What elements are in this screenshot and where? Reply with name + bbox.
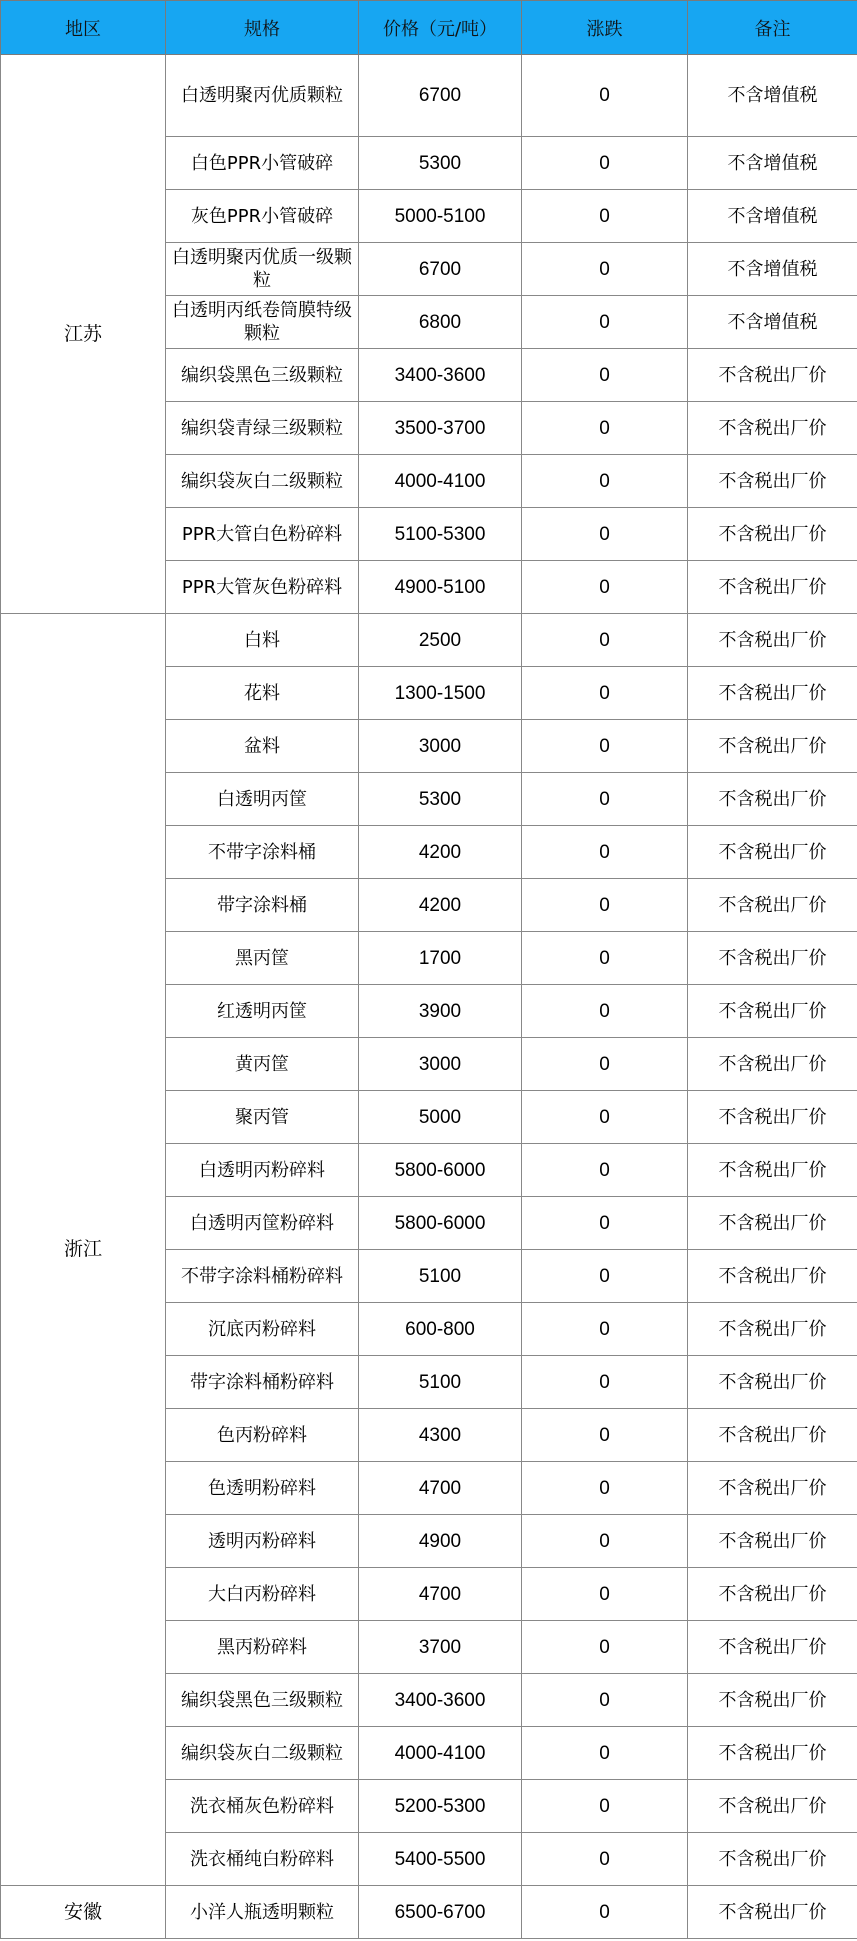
note-cell: 不含税出厂价 xyxy=(688,349,857,402)
change-cell: 0 xyxy=(522,1462,688,1515)
header-spec: 规格 xyxy=(166,1,359,55)
change-cell: 0 xyxy=(522,296,688,349)
note-cell: 不含税出厂价 xyxy=(688,1674,857,1727)
note-cell: 不含增值税 xyxy=(688,296,857,349)
table-row xyxy=(1,1886,857,1939)
spec-cell: 黄丙筐 xyxy=(166,1038,359,1091)
price-cell: 5100 xyxy=(359,1250,522,1303)
price-cell: 6700 xyxy=(359,243,522,296)
price-cell: 5400-5500 xyxy=(359,1833,522,1886)
price-cell: 6500-6700 xyxy=(359,1886,522,1939)
spec-cell: 白透明丙筐 xyxy=(166,773,359,826)
price-cell: 3900 xyxy=(359,985,522,1038)
note-cell: 不含税出厂价 xyxy=(688,1038,857,1091)
change-cell: 0 xyxy=(522,243,688,296)
region-cell: 浙江 xyxy=(1,614,166,1886)
change-cell: 0 xyxy=(522,1568,688,1621)
price-cell: 3400-3600 xyxy=(359,349,522,402)
change-cell: 0 xyxy=(522,1886,688,1939)
change-cell: 0 xyxy=(522,1303,688,1356)
note-cell: 不含税出厂价 xyxy=(688,826,857,879)
change-cell: 0 xyxy=(522,455,688,508)
note-cell: 不含税出厂价 xyxy=(688,879,857,932)
note-cell: 不含税出厂价 xyxy=(688,1568,857,1621)
spec-cell: 花料 xyxy=(166,667,359,720)
spec-cell: 色丙粉碎料 xyxy=(166,1409,359,1462)
price-cell: 4000-4100 xyxy=(359,455,522,508)
change-cell: 0 xyxy=(522,879,688,932)
region-cell: 安徽 xyxy=(1,1886,166,1939)
price-cell: 5000 xyxy=(359,1091,522,1144)
price-cell: 5000-5100 xyxy=(359,190,522,243)
spec-cell: 色透明粉碎料 xyxy=(166,1462,359,1515)
note-cell: 不含税出厂价 xyxy=(688,1515,857,1568)
spec-cell: 编织袋青绿三级颗粒 xyxy=(166,402,359,455)
price-cell: 4900 xyxy=(359,1515,522,1568)
note-cell: 不含税出厂价 xyxy=(688,455,857,508)
price-cell: 5100-5300 xyxy=(359,508,522,561)
price-cell: 6700 xyxy=(359,55,522,137)
spec-cell: 编织袋灰白二级颗粒 xyxy=(166,1727,359,1780)
spec-cell: 白透明丙筐粉碎料 xyxy=(166,1197,359,1250)
change-cell: 0 xyxy=(522,55,688,137)
table-row xyxy=(1,55,857,137)
header-price: 价格（元/吨） xyxy=(359,1,522,55)
change-cell: 0 xyxy=(522,1515,688,1568)
note-cell: 不含增值税 xyxy=(688,137,857,190)
spec-cell: 白色PPR小管破碎 xyxy=(166,137,359,190)
spec-cell: 不带字涂料桶粉碎料 xyxy=(166,1250,359,1303)
price-cell: 4900-5100 xyxy=(359,561,522,614)
spec-cell: 小洋人瓶透明颗粒 xyxy=(166,1886,359,1939)
table-body xyxy=(1,55,857,1939)
note-cell: 不含税出厂价 xyxy=(688,561,857,614)
price-cell: 4300 xyxy=(359,1409,522,1462)
note-cell: 不含税出厂价 xyxy=(688,1462,857,1515)
change-cell: 0 xyxy=(522,561,688,614)
change-cell: 0 xyxy=(522,773,688,826)
header-row xyxy=(1,1,857,55)
change-cell: 0 xyxy=(522,826,688,879)
spec-cell: 红透明丙筐 xyxy=(166,985,359,1038)
change-cell: 0 xyxy=(522,137,688,190)
spec-cell: 洗衣桶灰色粉碎料 xyxy=(166,1780,359,1833)
change-cell: 0 xyxy=(522,985,688,1038)
change-cell: 0 xyxy=(522,720,688,773)
note-cell: 不含税出厂价 xyxy=(688,1886,857,1939)
note-cell: 不含税出厂价 xyxy=(688,667,857,720)
change-cell: 0 xyxy=(522,1780,688,1833)
note-cell: 不含增值税 xyxy=(688,243,857,296)
header-note: 备注 xyxy=(688,1,857,55)
note-cell: 不含税出厂价 xyxy=(688,985,857,1038)
spec-cell: 白透明聚丙优质颗粒 xyxy=(166,55,359,137)
change-cell: 0 xyxy=(522,1621,688,1674)
spec-cell: PPR大管白色粉碎料 xyxy=(166,508,359,561)
change-cell: 0 xyxy=(522,1197,688,1250)
spec-cell: 灰色PPR小管破碎 xyxy=(166,190,359,243)
price-cell: 6800 xyxy=(359,296,522,349)
spec-cell: 黑丙筐 xyxy=(166,932,359,985)
change-cell: 0 xyxy=(522,508,688,561)
spec-cell: 编织袋灰白二级颗粒 xyxy=(166,455,359,508)
spec-cell: 透明丙粉碎料 xyxy=(166,1515,359,1568)
note-cell: 不含税出厂价 xyxy=(688,773,857,826)
spec-cell: 洗衣桶纯白粉碎料 xyxy=(166,1833,359,1886)
spec-cell: 聚丙管 xyxy=(166,1091,359,1144)
spec-cell: 白透明聚丙优质一级颗粒 xyxy=(166,243,359,296)
header-region: 地区 xyxy=(1,1,166,55)
note-cell: 不含税出厂价 xyxy=(688,402,857,455)
spec-cell: 白透明丙粉碎料 xyxy=(166,1144,359,1197)
note-cell: 不含税出厂价 xyxy=(688,1621,857,1674)
note-cell: 不含税出厂价 xyxy=(688,1197,857,1250)
change-cell: 0 xyxy=(522,349,688,402)
note-cell: 不含税出厂价 xyxy=(688,1727,857,1780)
note-cell: 不含税出厂价 xyxy=(688,1780,857,1833)
change-cell: 0 xyxy=(522,614,688,667)
spec-cell: 编织袋黑色三级颗粒 xyxy=(166,1674,359,1727)
price-cell: 4200 xyxy=(359,826,522,879)
note-cell: 不含税出厂价 xyxy=(688,1091,857,1144)
change-cell: 0 xyxy=(522,1356,688,1409)
spec-cell: 黑丙粉碎料 xyxy=(166,1621,359,1674)
price-cell: 3000 xyxy=(359,1038,522,1091)
price-cell: 1300-1500 xyxy=(359,667,522,720)
change-cell: 0 xyxy=(522,190,688,243)
note-cell: 不含税出厂价 xyxy=(688,1144,857,1197)
price-cell: 600-800 xyxy=(359,1303,522,1356)
change-cell: 0 xyxy=(522,1833,688,1886)
change-cell: 0 xyxy=(522,932,688,985)
change-cell: 0 xyxy=(522,1038,688,1091)
change-cell: 0 xyxy=(522,667,688,720)
price-cell: 5800-6000 xyxy=(359,1144,522,1197)
price-cell: 4700 xyxy=(359,1568,522,1621)
note-cell: 不含增值税 xyxy=(688,190,857,243)
price-cell: 2500 xyxy=(359,614,522,667)
change-cell: 0 xyxy=(522,1091,688,1144)
header-change: 涨跌 xyxy=(522,1,688,55)
change-cell: 0 xyxy=(522,1144,688,1197)
price-cell: 5300 xyxy=(359,773,522,826)
note-cell: 不含税出厂价 xyxy=(688,1303,857,1356)
spec-cell: 白料 xyxy=(166,614,359,667)
change-cell: 0 xyxy=(522,1727,688,1780)
price-cell: 5800-6000 xyxy=(359,1197,522,1250)
note-cell: 不含税出厂价 xyxy=(688,508,857,561)
note-cell: 不含增值税 xyxy=(688,55,857,137)
note-cell: 不含税出厂价 xyxy=(688,1250,857,1303)
change-cell: 0 xyxy=(522,1409,688,1462)
spec-cell: 大白丙粉碎料 xyxy=(166,1568,359,1621)
price-cell: 3500-3700 xyxy=(359,402,522,455)
price-cell: 5200-5300 xyxy=(359,1780,522,1833)
spec-cell: 带字涂料桶 xyxy=(166,879,359,932)
spec-cell: 沉底丙粉碎料 xyxy=(166,1303,359,1356)
price-cell: 4000-4100 xyxy=(359,1727,522,1780)
note-cell: 不含税出厂价 xyxy=(688,614,857,667)
spec-cell: 白透明丙纸卷筒膜特级颗粒 xyxy=(166,296,359,349)
note-cell: 不含税出厂价 xyxy=(688,720,857,773)
region-cell: 江苏 xyxy=(1,55,166,614)
table-row xyxy=(1,614,857,667)
price-cell: 3400-3600 xyxy=(359,1674,522,1727)
price-cell: 3000 xyxy=(359,720,522,773)
note-cell: 不含税出厂价 xyxy=(688,932,857,985)
price-cell: 3700 xyxy=(359,1621,522,1674)
change-cell: 0 xyxy=(522,1674,688,1727)
price-cell: 4700 xyxy=(359,1462,522,1515)
note-cell: 不含税出厂价 xyxy=(688,1409,857,1462)
price-cell: 1700 xyxy=(359,932,522,985)
spec-cell: 编织袋黑色三级颗粒 xyxy=(166,349,359,402)
price-cell: 5100 xyxy=(359,1356,522,1409)
price-cell: 4200 xyxy=(359,879,522,932)
note-cell: 不含税出厂价 xyxy=(688,1833,857,1886)
spec-cell: 带字涂料桶粉碎料 xyxy=(166,1356,359,1409)
note-cell: 不含税出厂价 xyxy=(688,1356,857,1409)
price-cell: 5300 xyxy=(359,137,522,190)
change-cell: 0 xyxy=(522,402,688,455)
spec-cell: 不带字涂料桶 xyxy=(166,826,359,879)
spec-cell: PPR大管灰色粉碎料 xyxy=(166,561,359,614)
change-cell: 0 xyxy=(522,1250,688,1303)
spec-cell: 盆料 xyxy=(166,720,359,773)
